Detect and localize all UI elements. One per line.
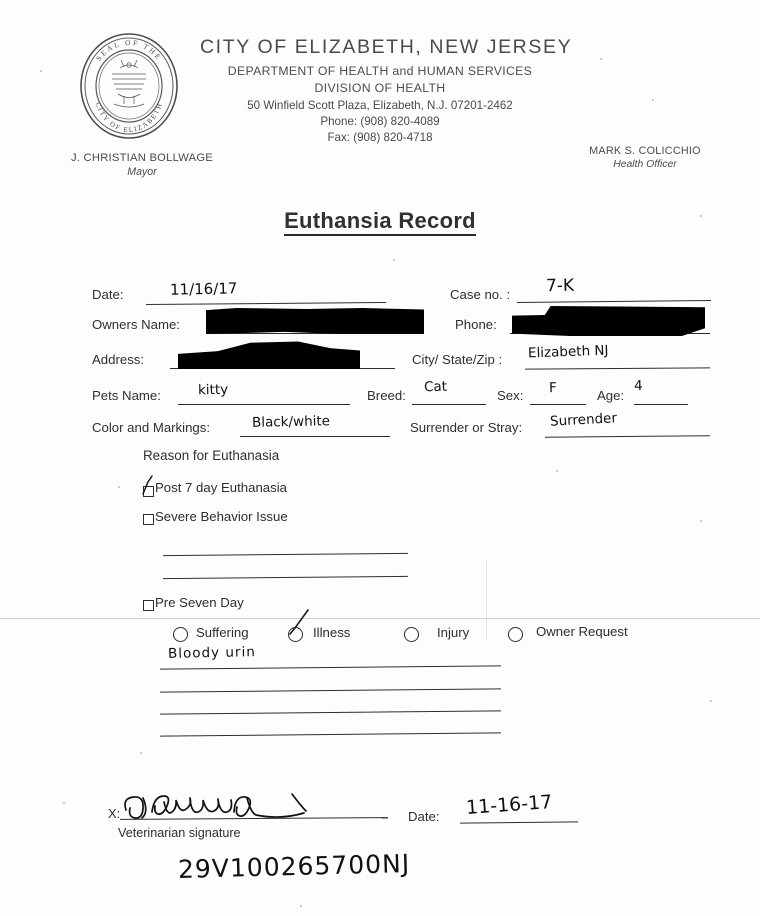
scan-speck xyxy=(40,70,42,72)
color-markings-value: Black/white xyxy=(251,413,331,431)
case-no-field-rule xyxy=(517,300,711,303)
notes-blank-line xyxy=(160,710,501,714)
owners-name-label: Owners Name: xyxy=(92,317,180,332)
scan-speck xyxy=(700,520,702,522)
radio-label-illness: Illness xyxy=(313,625,351,640)
city-state-zip-value: Elizabeth NJ xyxy=(527,342,609,362)
city-seal-icon xyxy=(74,30,184,142)
sex-field-rule xyxy=(530,404,586,405)
surrender-or-stray-value: Surrender xyxy=(549,410,618,430)
address-redaction-bar xyxy=(178,341,360,369)
health-officer-block xyxy=(570,145,720,170)
letterhead-fax-line: Fax: (908) 820-4718 xyxy=(327,131,433,144)
scan-speck xyxy=(140,752,142,754)
signature-x-mark: X: xyxy=(108,806,121,821)
sex-value: F xyxy=(548,379,557,397)
case-no-label: Case no. : xyxy=(450,287,511,302)
pets-name-label: Pets Name: xyxy=(92,388,161,403)
phone-label: Phone: xyxy=(455,317,497,332)
svg-text:SEAL OF THE: SEAL OF THE xyxy=(94,37,164,63)
scan-speck xyxy=(556,470,558,472)
case-no-value: 7-K xyxy=(545,275,575,297)
letterhead-department-line: DEPARTMENT OF HEALTH and HUMAN SERVICES xyxy=(227,64,533,78)
checkbox-severe-behavior-issue[interactable] xyxy=(143,514,154,525)
age-field-rule xyxy=(634,404,688,405)
scan-speck xyxy=(393,259,395,261)
breed-field-rule xyxy=(412,404,486,405)
health-officer-name: MARK S. COLICCHIO xyxy=(589,145,701,157)
breed-label: Breed: xyxy=(367,388,406,403)
mayor-block xyxy=(62,152,222,178)
radio-suffering[interactable] xyxy=(173,627,188,642)
reason-heading: Reason for Euthanasia xyxy=(143,448,280,463)
reason-blank-line xyxy=(163,576,408,579)
scan-fold-artifact xyxy=(486,560,487,640)
signature-date-rule xyxy=(460,821,578,823)
letterhead-phone-line: Phone: (908) 820-4089 xyxy=(320,115,440,128)
letterhead-division-line: DIVISION OF HEALTH xyxy=(314,81,446,95)
phone-redaction-bar xyxy=(512,306,705,336)
age-value: 4 xyxy=(633,377,643,395)
color-markings-field-rule xyxy=(240,436,390,437)
health-officer-role: Health Officer xyxy=(613,159,677,170)
document-title xyxy=(0,208,760,234)
sex-label: Sex: xyxy=(497,388,524,403)
microchip-number-value: 29V100265700NJ xyxy=(177,848,411,885)
age-label: Age: xyxy=(597,388,625,403)
pets-name-field-rule xyxy=(178,404,350,405)
document-title-text: Euthansia Record xyxy=(284,208,476,236)
city-state-zip-label: City/ State/Zip : xyxy=(412,352,503,367)
checkbox-label-severe-behavior-issue: Severe Behavior Issue xyxy=(155,509,288,524)
scan-speck xyxy=(710,700,712,702)
notes-value: Bloody urin xyxy=(167,644,256,662)
mayor-role: Mayor xyxy=(127,166,157,178)
notes-line-filled xyxy=(160,665,501,669)
veterinarian-signature-ink xyxy=(116,780,356,828)
letterhead-text-block xyxy=(200,36,573,144)
signature-caption: Veterinarian signature xyxy=(118,826,241,840)
notes-blank-line xyxy=(160,688,501,692)
date-field-rule xyxy=(146,302,386,305)
city-state-zip-field-rule xyxy=(525,367,710,369)
checkbox-pre-seven-day[interactable] xyxy=(143,600,154,611)
radio-owner-request[interactable] xyxy=(508,627,523,642)
date-value: 11/16/17 xyxy=(169,279,238,299)
address-label: Address: xyxy=(92,352,145,367)
breed-value: Cat xyxy=(423,378,448,396)
color-markings-label: Color and Markings: xyxy=(92,420,211,435)
scan-speck xyxy=(118,486,120,488)
owners-name-redaction-bar xyxy=(206,308,424,334)
surrender-or-stray-field-rule xyxy=(545,435,710,437)
date-label: Date: xyxy=(92,287,124,302)
checkbox-label-pre-seven-day: Pre Seven Day xyxy=(155,595,244,610)
radio-label-owner-request: Owner Request xyxy=(536,624,628,639)
pets-name-value: kitty xyxy=(197,381,229,399)
checkbox-label-post-7-day-euthanasia: Post 7 day Euthanasia xyxy=(155,480,287,495)
svg-text:CITY OF ELIZABETH: CITY OF ELIZABETH xyxy=(93,101,165,135)
scan-speck xyxy=(600,58,602,60)
letterhead-address-line: 50 Winfield Scott Plaza, Elizabeth, N.J. 07201-2462 xyxy=(247,99,513,112)
radio-label-suffering: Suffering xyxy=(196,625,249,640)
notes-blank-line xyxy=(160,732,501,736)
radio-label-injury: Injury xyxy=(437,625,470,640)
radio-injury[interactable] xyxy=(404,627,419,642)
signature-date-label: Date: xyxy=(408,809,440,824)
signature-date-value: 11-16-17 xyxy=(465,791,553,819)
letterhead-city-line: CITY OF ELIZABETH, NEW JERSEY xyxy=(200,36,573,58)
mayor-name: J. CHRISTIAN BOLLWAGE xyxy=(70,152,213,164)
scan-artifact-line xyxy=(0,618,760,619)
surrender-or-stray-label: Surrender or Stray: xyxy=(410,420,523,435)
scan-speck xyxy=(300,905,302,907)
scan-speck xyxy=(63,802,65,804)
scan-speck xyxy=(652,99,654,101)
reason-blank-line xyxy=(163,553,408,556)
